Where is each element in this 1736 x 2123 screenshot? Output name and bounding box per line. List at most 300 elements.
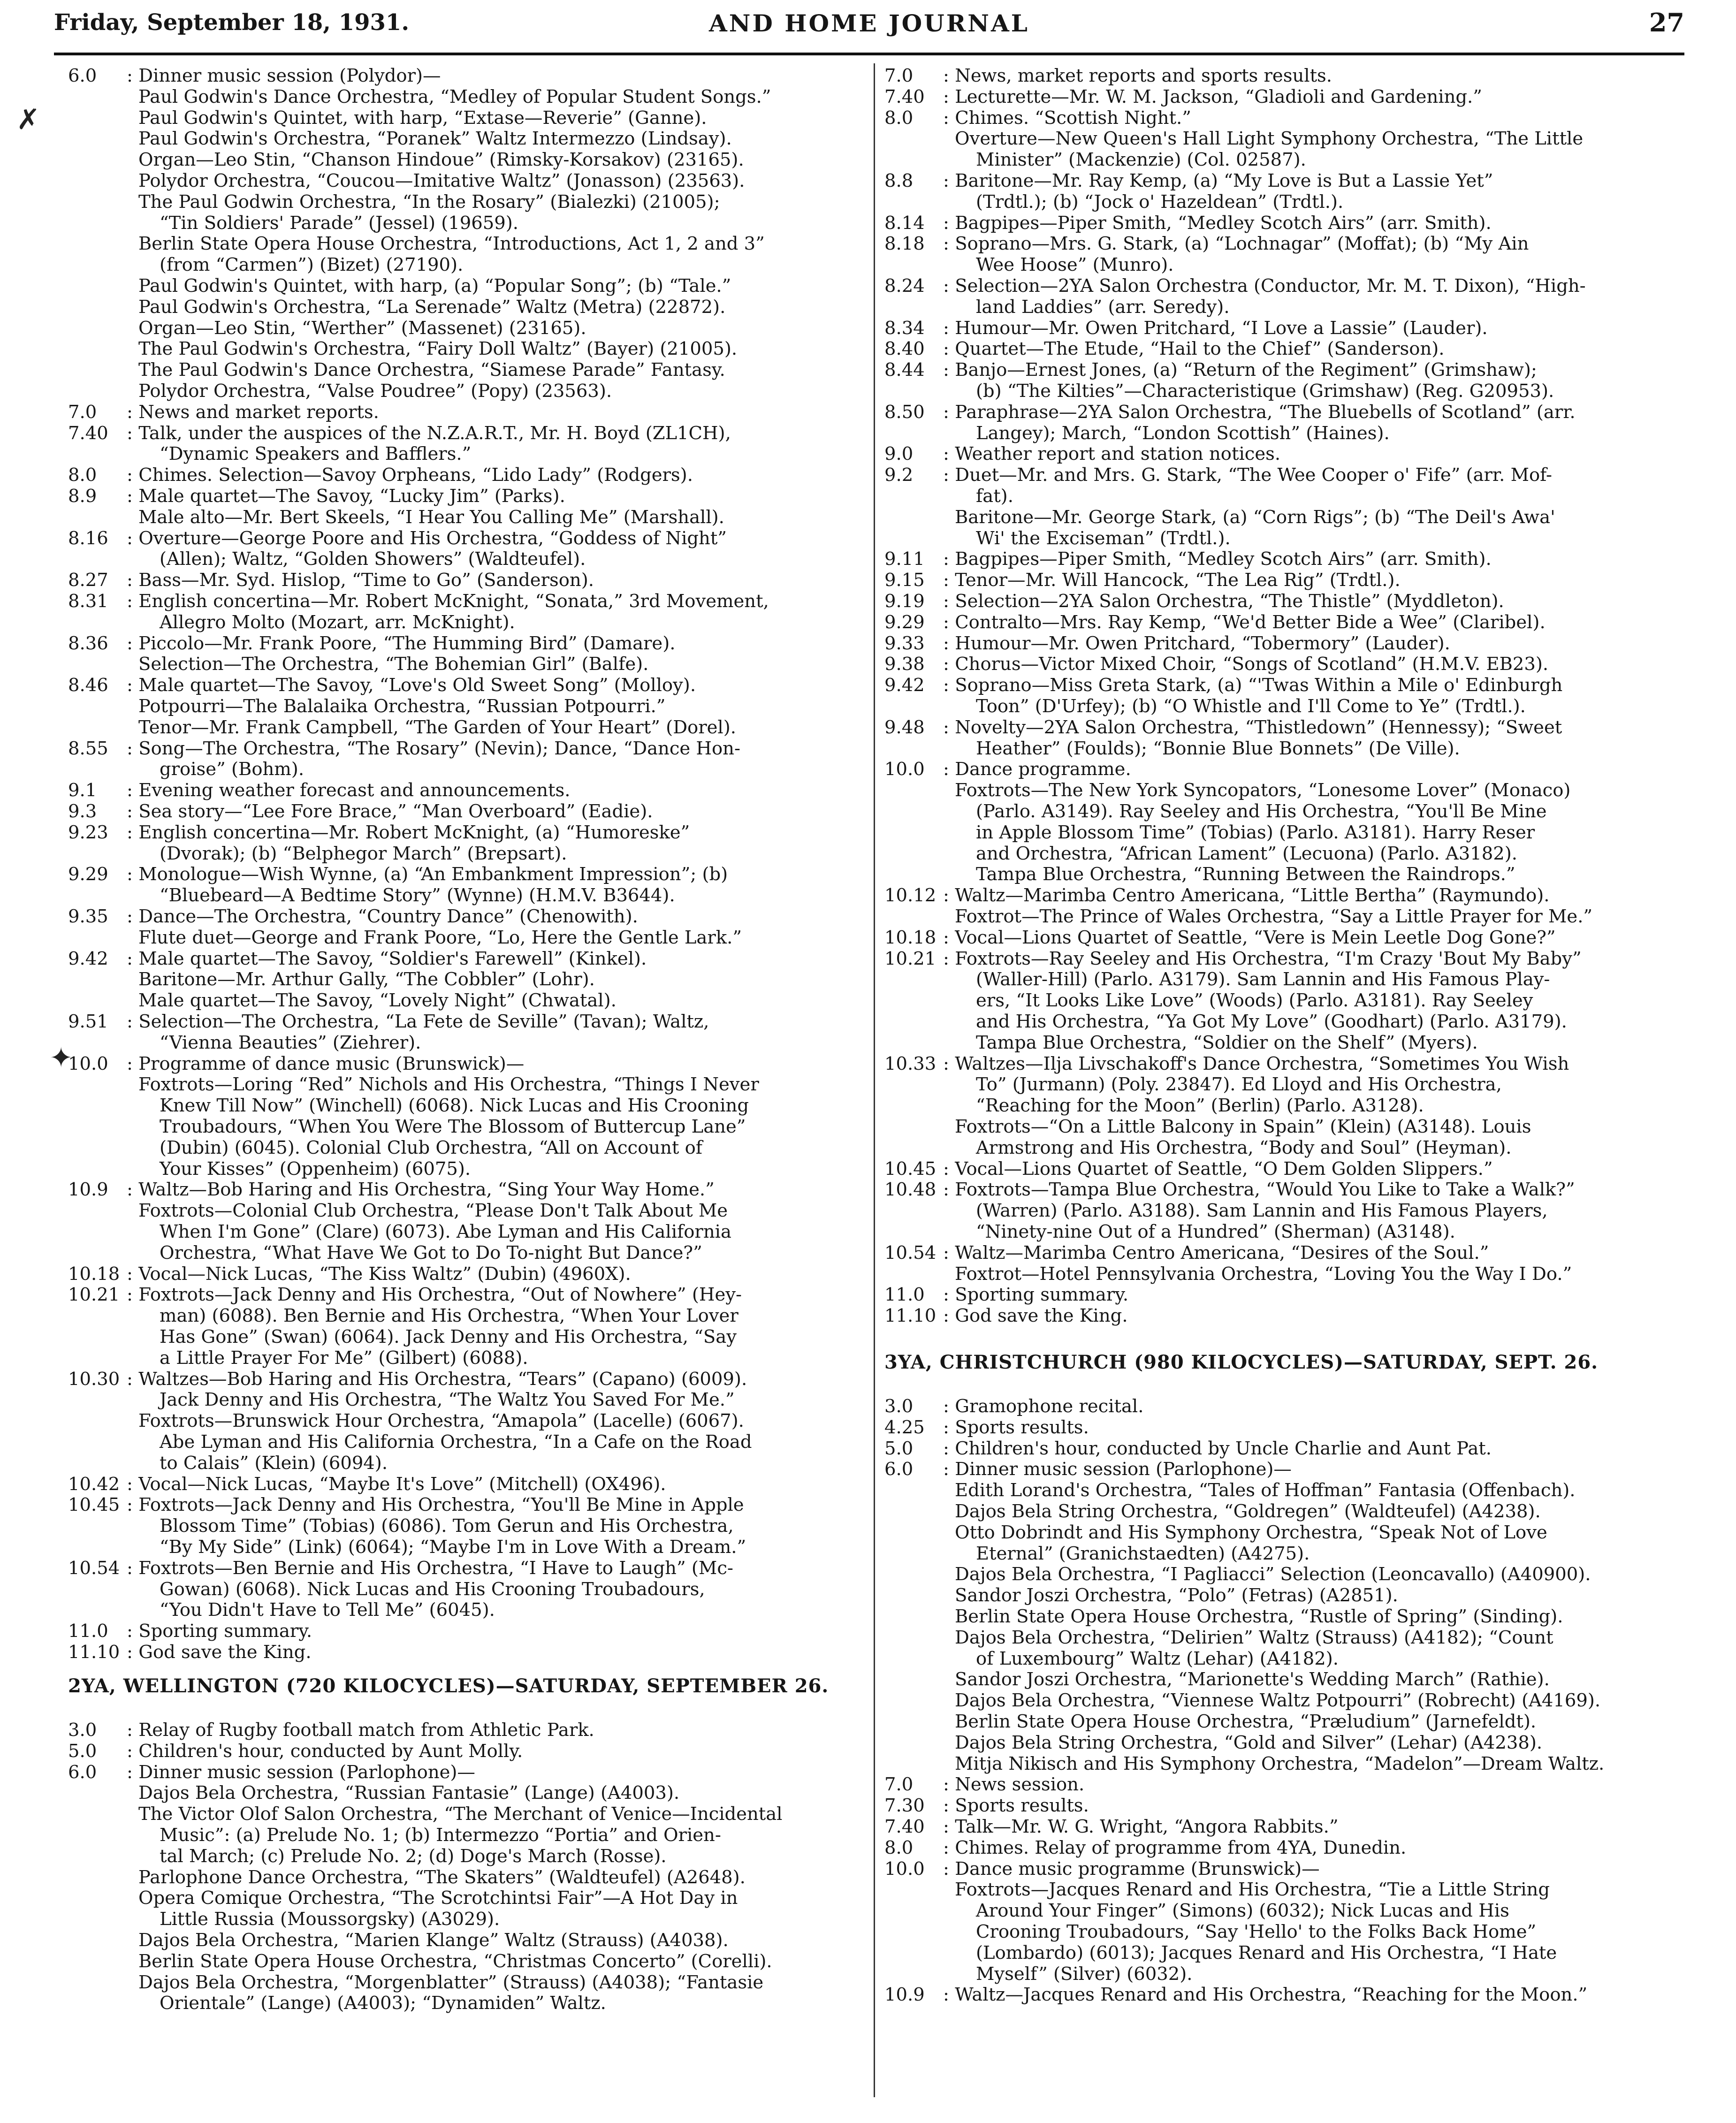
schedule-text: Polydor Orchestra, “Valse Poudree” (Popy) (23563). <box>138 380 612 402</box>
schedule-line <box>68 1516 861 1537</box>
time-label: 7.40 <box>884 1816 925 1837</box>
schedule-text: : Dinner music session (Parlophone)— <box>127 1761 475 1783</box>
schedule-line <box>68 1783 861 1804</box>
schedule-text: : Vocal—Nick Lucas, “Maybe It's Love” (Mitchell) (OX496). <box>127 1473 666 1495</box>
schedule-text: Troubadours, “When You Were The Blossom of Buttercup Lane” <box>160 1116 746 1137</box>
schedule-line <box>884 990 1682 1012</box>
time-label: 9.48 <box>884 716 925 738</box>
schedule-text: (from “Carmen”) (Bizet) (27190). <box>160 254 464 276</box>
schedule-text: : Paraphrase—2YA Salon Orchestra, “The Bluebells of Scotland” (arr. <box>943 401 1576 423</box>
schedule-text: The Paul Godwin's Orchestra, “Fairy Doll Waltz” (Bayer) (21005). <box>138 338 738 360</box>
schedule-text: (Trdtl.); (b) “Jock o' Hazeldean” (Trdtl.). <box>976 191 1344 213</box>
schedule-text: “Vienna Beauties” (Ziehrer). <box>160 1032 421 1053</box>
time-label: 9.15 <box>884 570 925 591</box>
schedule-text: : Waltz—Jacques Renard and His Orchestra, “Reaching for the Moon.” <box>943 1984 1588 2006</box>
schedule-text: : News, market reports and sports results. <box>943 65 1332 86</box>
schedule-text: Crooning Troubadours, “Say 'Hello' to the Folks Back Home” <box>976 1921 1537 1942</box>
schedule-line <box>68 528 861 549</box>
schedule-text: Jack Denny and His Orchestra, “The Waltz You Saved For Me.” <box>160 1389 735 1411</box>
schedule-line <box>884 66 1682 87</box>
schedule-text: Wi' the Exciseman” (Trdtl.). <box>976 527 1231 549</box>
schedule-text: The Paul Godwin's Dance Orchestra, “Siamese Parade” Fantasy. <box>138 359 725 381</box>
time-label: 8.55 <box>68 738 108 759</box>
schedule-line <box>68 486 861 507</box>
schedule-text: (Waller-Hill) (Parlo. A3179). Sam Lannin and His Famous Play- <box>976 969 1550 990</box>
schedule-line <box>884 1501 1682 1522</box>
schedule-text: “Dynamic Speakers and Bafflers.” <box>160 443 472 465</box>
schedule-text: : Sports results. <box>943 1795 1089 1817</box>
schedule-line <box>884 1306 1682 1327</box>
schedule-line <box>884 1138 1682 1159</box>
publication-title: AND HOME JOURNAL <box>709 9 1029 37</box>
schedule-text: “Tin Soldiers' Parade” (Jessel) (19659). <box>160 212 518 234</box>
schedule-text: (Dubin) (6045). Colonial Club Orchestra, “All on Account of <box>160 1137 702 1158</box>
schedule-line <box>884 570 1682 591</box>
schedule-line <box>884 465 1682 486</box>
schedule-line <box>68 507 861 528</box>
schedule-text: and Orchestra, “African Lament” (Lecuona) (Parlo. A3182). <box>976 843 1517 864</box>
schedule-line <box>68 1432 861 1453</box>
time-label: 8.27 <box>68 570 108 591</box>
time-label: 3.0 <box>68 1720 97 1741</box>
schedule-text: (Warren) (Parlo. A3188). Sam Lannin and His Famous Players, <box>976 1200 1548 1222</box>
schedule-text: of Luxembourg” Waltz (Lehar) (A4182). <box>976 1648 1339 1669</box>
schedule-line <box>68 1306 861 1327</box>
schedule-text: Wee Hoose” (Munro). <box>976 254 1174 276</box>
time-label: 10.48 <box>884 1179 937 1201</box>
schedule-line <box>68 87 861 108</box>
schedule-text: : Piccolo—Mr. Frank Poore, “The Humming Bird” (Damare). <box>127 632 676 654</box>
schedule-line <box>68 444 861 465</box>
time-label: 11.0 <box>884 1284 925 1306</box>
schedule-text: Your Kisses” (Oppenheim) (6075). <box>160 1158 471 1179</box>
schedule-line <box>884 654 1682 675</box>
schedule-text: : Chimes. “Scottish Night.” <box>943 107 1191 129</box>
schedule-text: Heather” (Foulds); “Bonnie Blue Bonnets” (De Ville). <box>976 738 1460 759</box>
time-label: 10.18 <box>884 927 937 948</box>
schedule-text: Mitja Nikisch and His Symphony Orchestra, “Madelon”—Dream Waltz. <box>955 1753 1605 1774</box>
schedule-line <box>884 1033 1682 1054</box>
schedule-line <box>884 633 1682 654</box>
time-label: 10.0 <box>68 1053 108 1074</box>
schedule-line <box>68 171 861 192</box>
schedule-line <box>68 1012 861 1033</box>
schedule-text: Overture—New Queen's Hall Light Symphony Orchestra, “The Little <box>955 128 1584 150</box>
schedule-line <box>884 129 1682 150</box>
schedule-text: When I'm Gone” (Clare) (6073). Abe Lyman and His California <box>160 1221 731 1242</box>
schedule-line <box>68 1033 861 1054</box>
schedule-line <box>68 633 861 654</box>
time-label: 9.3 <box>68 801 97 822</box>
schedule-text: Little Russia (Moussorgsky) (A3029). <box>160 1909 500 1930</box>
schedule-line <box>884 801 1682 822</box>
schedule-text: : Male quartet—The Savoy, “Love's Old Sweet Song” (Molloy). <box>127 675 696 696</box>
schedule-line <box>884 213 1682 234</box>
schedule-line <box>884 276 1682 297</box>
schedule-text: Male alto—Mr. Bert Skeels, “I Hear You Calling Me” (Marshall). <box>138 506 724 528</box>
schedule-line <box>68 1993 861 2014</box>
schedule-line <box>884 1544 1682 1565</box>
time-label: 9.35 <box>68 906 108 927</box>
time-label: 10.54 <box>884 1242 937 1263</box>
schedule-text: Dajos Bela Orchestra, “I Pagliacci” Selection (Leoncavallo) (A40900). <box>955 1564 1591 1585</box>
schedule-text: Paul Godwin's Quintet, with harp, (a) “Popular Song”; (b) “Tale.” <box>138 275 731 297</box>
schedule-text: (Parlo. A3149). Ray Seeley and His Orchestra, “You'll Be Mine <box>976 801 1547 822</box>
schedule-line <box>68 738 861 760</box>
schedule-text: : Foxtrots—Tampa Blue Orchestra, “Would You Like to Take a Walk?” <box>943 1179 1575 1201</box>
schedule-line <box>884 381 1682 402</box>
schedule-text: The Victor Olof Salon Orchestra, “The Merchant of Venice—Incidental <box>138 1803 783 1825</box>
schedule-text: (b) “The Kilties”—Characteristique (Grimshaw) (Reg. G20953). <box>976 380 1554 402</box>
time-label: 9.51 <box>68 1011 108 1032</box>
schedule-line <box>68 381 861 402</box>
schedule-text: “Ninety-nine Out of a Hundred” (Sherman) (A3148). <box>976 1221 1455 1242</box>
schedule-line <box>884 1243 1682 1264</box>
schedule-line <box>884 1585 1682 1606</box>
schedule-text: : Soprano—Miss Greta Stark, (a) “'Twas Within a Mile o' Edinburgh <box>943 675 1563 696</box>
schedule-text: : Quartet—The Etude, “Hail to the Chief” (Sanderson). <box>943 338 1445 360</box>
schedule-text: : Bagpipes—Piper Smith, “Medley Scotch Airs” (arr. Smith). <box>943 548 1492 570</box>
schedule-line <box>68 780 861 801</box>
schedule-text: : Waltz—Marimba Centro Americana, “Little Bertha” (Raymundo). <box>943 885 1550 906</box>
schedule-text: Knew Till Now” (Winchell) (6068). Nick Lucas and His Crooning <box>160 1095 749 1117</box>
margin-mark: ✗ <box>16 103 40 136</box>
left-column <box>16 65 861 2097</box>
schedule-line <box>884 171 1682 192</box>
time-label: 11.10 <box>884 1305 937 1327</box>
schedule-line <box>884 1522 1682 1544</box>
schedule-line <box>68 234 861 255</box>
time-label: 8.0 <box>68 464 97 486</box>
time-label: 9.0 <box>884 443 914 465</box>
schedule-text: : Dance—The Orchestra, “Country Dance” (Chenowith). <box>127 906 638 927</box>
schedule-line <box>68 1243 861 1264</box>
schedule-line <box>68 1453 861 1474</box>
schedule-text: : Humour—Mr. Owen Pritchard, “I Love a Lassie” (Lauder). <box>943 317 1488 339</box>
schedule-line <box>884 885 1682 906</box>
time-label: 8.34 <box>884 317 925 339</box>
schedule-line <box>68 1327 861 1348</box>
schedule-line <box>884 1712 1682 1733</box>
schedule-line <box>68 1264 861 1285</box>
schedule-line <box>884 612 1682 633</box>
time-label: 8.9 <box>68 486 97 507</box>
schedule-text: Minister” (Mackenzie) (Col. 02587). <box>976 149 1306 171</box>
schedule-text: : Dance programme. <box>943 759 1131 780</box>
schedule-line <box>68 844 861 865</box>
time-label: 9.1 <box>68 780 97 801</box>
schedule-text: “Reaching for the Moon” (Berlin) (Parlo. A3128). <box>976 1095 1424 1117</box>
column-divider <box>874 63 875 2097</box>
schedule-line <box>68 1054 861 1075</box>
schedule-text: Berlin State Opera House Orchestra, “Christmas Concerto” (Corelli). <box>138 1950 772 1972</box>
time-label: 9.29 <box>884 611 925 633</box>
schedule-line <box>884 1201 1682 1222</box>
schedule-text: : Male quartet—The Savoy, “Lucky Jim” (Parks). <box>127 486 565 507</box>
schedule-text: Tenor—Mr. Frank Campbell, “The Garden of Your Heart” (Dorel). <box>138 716 736 738</box>
schedule-text: : Vocal—Lions Quartet of Seattle, “Vere is Mein Leetle Dog Gone?” <box>943 927 1556 948</box>
schedule-text: Eternal” (Granichstaedten) (A4275). <box>976 1543 1310 1564</box>
schedule-text: Foxtrots—Loring “Red” Nichols and His Orchestra, “Things I Never <box>138 1074 759 1096</box>
schedule-line <box>68 990 861 1012</box>
schedule-line <box>68 1825 861 1846</box>
schedule-line <box>884 1012 1682 1033</box>
schedule-text: Foxtrot—The Prince of Wales Orchestra, “Say a Little Prayer for Me.” <box>955 906 1593 927</box>
schedule-line <box>68 1369 861 1390</box>
schedule-text: Paul Godwin's Orchestra, “La Serenade” Waltz (Metra) (22872). <box>138 296 726 318</box>
schedule-text: Polydor Orchestra, “Coucou—Imitative Waltz” (Jonasson) (23563). <box>138 170 745 191</box>
schedule-line <box>68 1972 861 1994</box>
schedule-text: Orchestra, “What Have We Got to Do To-night But Dance?” <box>160 1242 702 1263</box>
schedule-text: to Calais” (Klein) (6094). <box>160 1452 388 1474</box>
time-label: 6.0 <box>68 1761 97 1783</box>
schedule-line <box>884 1222 1682 1243</box>
schedule-text: Flute duet—George and Frank Poore, “Lo, Here the Gentle Lark.” <box>138 927 742 948</box>
time-label: 5.0 <box>884 1438 914 1459</box>
schedule-text: : God save the King. <box>943 1305 1128 1327</box>
schedule-line <box>68 1846 861 1867</box>
schedule-text: Dajos Bela Orchestra, “Morgenblatter” (Strauss) (A4038); “Fantasie <box>138 1971 764 1993</box>
schedule-line <box>884 906 1682 928</box>
schedule-text: : English concertina—Mr. Robert McKnight, (a) “Humoreske” <box>127 822 690 843</box>
schedule-text: : Selection—2YA Salon Orchestra (Conductor, Mr. M. T. Dixon), “High- <box>943 275 1586 297</box>
schedule-text: Music”: (a) Prelude No. 1; (b) Intermezzo “Portia” and Orien- <box>160 1825 721 1846</box>
schedule-line <box>68 612 861 633</box>
schedule-line <box>68 885 861 906</box>
schedule-line <box>884 1754 1682 1775</box>
time-label: 9.33 <box>884 632 925 654</box>
schedule-text: Baritone—Mr. George Stark, (a) “Corn Rigs”; (b) “The Deil's Awa' <box>955 506 1555 528</box>
schedule-text: Potpourri—The Balalaika Orchestra, “Russian Potpourri.” <box>138 696 666 717</box>
schedule-text: : Male quartet—The Savoy, “Soldier's Farewell” (Kinkel). <box>127 948 647 969</box>
schedule-text: Has Gone” (Swan) (6064). Jack Denny and His Orchestra, “Say <box>160 1326 737 1347</box>
schedule-text: : Sporting summary. <box>127 1621 312 1642</box>
schedule-line <box>884 949 1682 970</box>
schedule-line <box>68 801 861 822</box>
schedule-text: : Talk—Mr. W. G. Wright, “Angora Rabbits.” <box>943 1816 1339 1837</box>
time-label: 10.45 <box>68 1494 120 1516</box>
schedule-line <box>884 1796 1682 1817</box>
time-label: 8.16 <box>68 527 108 549</box>
schedule-line <box>68 1642 861 1663</box>
schedule-text: Foxtrots—Jacques Renard and His Orchestra, “Tie a Little String <box>955 1879 1550 1901</box>
schedule-text: : Chimes. Relay of programme from 4YA, Dunedin. <box>943 1837 1407 1858</box>
time-label: 11.0 <box>68 1621 108 1642</box>
schedule-text: : Lecturette—Mr. W. M. Jackson, “Gladioli and Gardening.” <box>943 86 1482 107</box>
schedule-text: Armstrong and His Orchestra, “Body and Soul” (Heyman). <box>976 1137 1512 1158</box>
schedule-line <box>68 1285 861 1306</box>
right-column <box>884 66 1682 2097</box>
schedule-text: : Dinner music session (Polydor)— <box>127 65 441 86</box>
schedule-line <box>68 1762 861 1783</box>
schedule-text: fat). <box>976 486 1013 507</box>
schedule-line <box>68 864 861 885</box>
schedule-line <box>68 297 861 318</box>
schedule-line <box>68 1867 861 1888</box>
schedule-text: : Baritone—Mr. Ray Kemp, (a) “My Love is But a Lassie Yet” <box>943 170 1493 191</box>
schedule-text: : Children's hour, conducted by Uncle Charlie and Aunt Pat. <box>943 1438 1492 1459</box>
schedule-line <box>68 465 861 486</box>
schedule-line <box>68 192 861 213</box>
schedule-text: : Chimes. Selection—Savoy Orpheans, “Lido Lady” (Rodgers). <box>127 464 693 486</box>
schedule-text: : Soprano—Mrs. G. Stark, (a) “Lochnagar” (Moffat); (b) “My Ain <box>943 233 1529 255</box>
time-label: 8.36 <box>68 632 108 654</box>
schedule-line <box>68 570 861 591</box>
time-label: 9.42 <box>68 948 108 969</box>
schedule-line <box>884 780 1682 801</box>
schedule-line <box>68 1117 861 1138</box>
schedule-line <box>68 1495 861 1516</box>
schedule-text: : Waltzes—Bob Haring and His Orchestra, “Tears” (Capano) (6009). <box>127 1368 747 1390</box>
schedule-text: : Monologue—Wish Wynne, (a) “An Embankment Impression”; (b) <box>127 864 728 885</box>
page-number: 27 <box>1649 8 1684 38</box>
schedule-line <box>884 444 1682 465</box>
schedule-text: tal March; (c) Prelude No. 2; (d) Doge's March (Rosse). <box>160 1845 667 1867</box>
schedule-text: : Foxtrots—Jack Denny and His Orchestra, “You'll Be Mine in Apple <box>127 1494 744 1516</box>
time-label: 7.0 <box>884 65 914 86</box>
schedule-line <box>884 1669 1682 1690</box>
time-label: 10.33 <box>884 1053 937 1074</box>
margin-mark: ✦ <box>49 1042 73 1074</box>
schedule-line <box>68 318 861 339</box>
schedule-line <box>68 1074 861 1096</box>
schedule-line <box>884 1396 1682 1417</box>
time-label: 10.12 <box>884 885 937 906</box>
time-label: 8.14 <box>884 212 925 234</box>
schedule-text: Paul Godwin's Quintet, with harp, “Extase—Reverie” (Ganne). <box>138 107 707 129</box>
time-label: 5.0 <box>68 1740 97 1762</box>
schedule-line <box>68 717 861 738</box>
schedule-line <box>884 87 1682 108</box>
time-label: 8.0 <box>884 107 914 129</box>
time-label: 9.23 <box>68 822 108 843</box>
schedule-text: : Programme of dance music (Brunswick)— <box>127 1053 525 1074</box>
schedule-text: “By My Side” (Link) (6064); “Maybe I'm in Love With a Dream.” <box>160 1537 746 1558</box>
time-label: 10.42 <box>68 1473 120 1495</box>
schedule-line <box>884 1817 1682 1838</box>
schedule-line <box>884 1733 1682 1754</box>
schedule-line <box>68 654 861 675</box>
schedule-text: Toon” (D'Urfey); (b) “O Whistle and I'll Come to Ye” (Trdtl.). <box>976 696 1526 717</box>
time-label: 10.9 <box>884 1984 925 2006</box>
schedule-line <box>884 192 1682 213</box>
schedule-line <box>68 1930 861 1951</box>
schedule-text: : Novelty—2YA Salon Orchestra, “Thistledown” (Hennessy); “Sweet <box>943 716 1562 738</box>
schedule-line <box>68 591 861 612</box>
schedule-line <box>884 1964 1682 1985</box>
schedule-text: Male quartet—The Savoy, “Lovely Night” (Chwatal). <box>138 990 617 1012</box>
schedule-line <box>884 1159 1682 1180</box>
schedule-text: : Foxtrots—Ben Bernie and His Orchestra, “I Have to Laugh” (Mc- <box>127 1557 733 1579</box>
time-label: 10.18 <box>68 1263 120 1285</box>
masthead <box>54 6 1684 57</box>
schedule-line <box>68 1096 861 1117</box>
schedule-line <box>68 108 861 129</box>
schedule-text: : Talk, under the auspices of the N.Z.A.R.T., Mr. H. Boyd (ZL1CH), <box>127 422 731 444</box>
time-label: 6.0 <box>68 65 97 86</box>
schedule-text: Orientale” (Lange) (A4003); “Dynamiden” Waltz. <box>160 1993 606 2014</box>
time-label: 10.0 <box>884 759 925 780</box>
schedule-line <box>884 1074 1682 1096</box>
schedule-line <box>884 1880 1682 1901</box>
schedule-text: groise” (Bohm). <box>160 759 305 780</box>
schedule-line <box>884 864 1682 885</box>
schedule-text: : Sea story—“Lee Fore Brace,” “Man Overboard” (Eadie). <box>127 801 653 822</box>
schedule-line <box>884 486 1682 507</box>
schedule-line <box>884 1480 1682 1501</box>
schedule-text: : Contralto—Mrs. Ray Kemp, “We'd Better Bide a Wee” (Claribel). <box>943 611 1546 633</box>
time-label: 8.0 <box>884 1837 914 1858</box>
schedule-line <box>68 1348 861 1369</box>
schedule-text: Dajos Bela Orchestra, “Viennese Waltz Potpourri” (Robrecht) (A4169). <box>955 1690 1601 1712</box>
schedule-line <box>68 1138 861 1159</box>
time-label: 7.40 <box>68 422 108 444</box>
schedule-text: Dajos Bela Orchestra, “Marien Klange” Waltz (Strauss) (A4038). <box>138 1930 729 1951</box>
schedule-line <box>68 423 861 444</box>
schedule-text: : Foxtrots—Jack Denny and His Orchestra, “Out of Nowhere” (Hey- <box>127 1284 742 1306</box>
time-label: 8.31 <box>68 591 108 612</box>
schedule-line <box>68 1474 861 1495</box>
schedule-text: : Selection—2YA Salon Orchestra, “The Thistle” (Myddleton). <box>943 591 1504 612</box>
schedule-text: Selection—The Orchestra, “The Bohemian Girl” (Balfe). <box>138 654 649 675</box>
schedule-line <box>884 1859 1682 1880</box>
schedule-text: Dajos Bela String Orchestra, “Gold and Silver” (Lehar) (A4238). <box>955 1732 1543 1753</box>
schedule-text: Dajos Bela Orchestra, “Delirien” Waltz (Strauss) (A4182); “Count <box>955 1627 1553 1648</box>
schedule-text: Foxtrots—The New York Syncopators, “Lonesome Lover” (Monaco) <box>955 780 1571 801</box>
schedule-line <box>884 717 1682 738</box>
schedule-text: : God save the King. <box>127 1642 312 1663</box>
schedule-line <box>884 528 1682 549</box>
schedule-line <box>68 675 861 696</box>
schedule-line <box>884 1096 1682 1117</box>
schedule-text: : Waltz—Marimba Centro Americana, “Desires of the Soul.” <box>943 1242 1489 1263</box>
time-label: 7.40 <box>884 86 925 107</box>
schedule-text: Foxtrots—Brunswick Hour Orchestra, “Amapola” (Lacelle) (6067). <box>138 1410 744 1432</box>
schedule-text: : Waltzes—Ilja Livschakoff's Dance Orchestra, “Sometimes You Wish <box>943 1053 1569 1074</box>
time-label: 9.42 <box>884 675 925 696</box>
schedule-line <box>884 1117 1682 1138</box>
schedule-line <box>884 1774 1682 1796</box>
schedule-text: Dajos Bela String Orchestra, “Goldregen” (Waldteufel) (A4238). <box>955 1501 1541 1522</box>
schedule-line <box>884 1054 1682 1075</box>
schedule-line <box>68 949 861 970</box>
schedule-line <box>68 1888 861 1909</box>
schedule-text: : Sporting summary. <box>943 1284 1129 1306</box>
schedule-line <box>884 318 1682 339</box>
schedule-line <box>68 255 861 276</box>
schedule-line <box>884 1628 1682 1649</box>
schedule-line <box>68 1804 861 1825</box>
schedule-text: : Humour—Mr. Owen Pritchard, “Tobermory” (Lauder). <box>943 632 1450 654</box>
schedule-text: : Selection—The Orchestra, “La Fete de Seville” (Tavan); Waltz, <box>127 1011 709 1032</box>
schedule-text: Blossom Time” (Tobias) (6086). Tom Gerun and His Orchestra, <box>160 1515 734 1537</box>
schedule-text: (Lombardo) (6013); Jacques Renard and His Orchestra, “I Hate <box>976 1942 1557 1963</box>
schedule-text: Allegro Molto (Mozart, arr. McKnight). <box>160 611 515 633</box>
schedule-text: Opera Comique Orchestra, “The Scrotchintsi Fair”—A Hot Day in <box>138 1887 738 1909</box>
schedule-text: : Tenor—Mr. Will Hancock, “The Lea Rig” (Trdtl.). <box>943 570 1401 591</box>
schedule-line <box>884 297 1682 318</box>
schedule-text: (Allen); Waltz, “Golden Showers” (Waldteufel). <box>160 548 586 570</box>
time-label: 7.0 <box>884 1774 914 1796</box>
schedule-text: : Weather report and station notices. <box>943 443 1281 465</box>
schedule-text: : Gramophone recital. <box>943 1396 1144 1417</box>
time-label: 8.44 <box>884 359 925 381</box>
time-label: 10.45 <box>884 1158 937 1179</box>
schedule-line <box>884 1564 1682 1585</box>
schedule-text: (Dvorak); (b) “Belphegor March” (Brepsart). <box>160 843 567 864</box>
section-heading: 2YA, WELLINGTON (720 KILOCYCLES)—SATURDAY, SEPTEMBER 26. <box>68 1675 829 1697</box>
schedule-line <box>884 1943 1682 1964</box>
